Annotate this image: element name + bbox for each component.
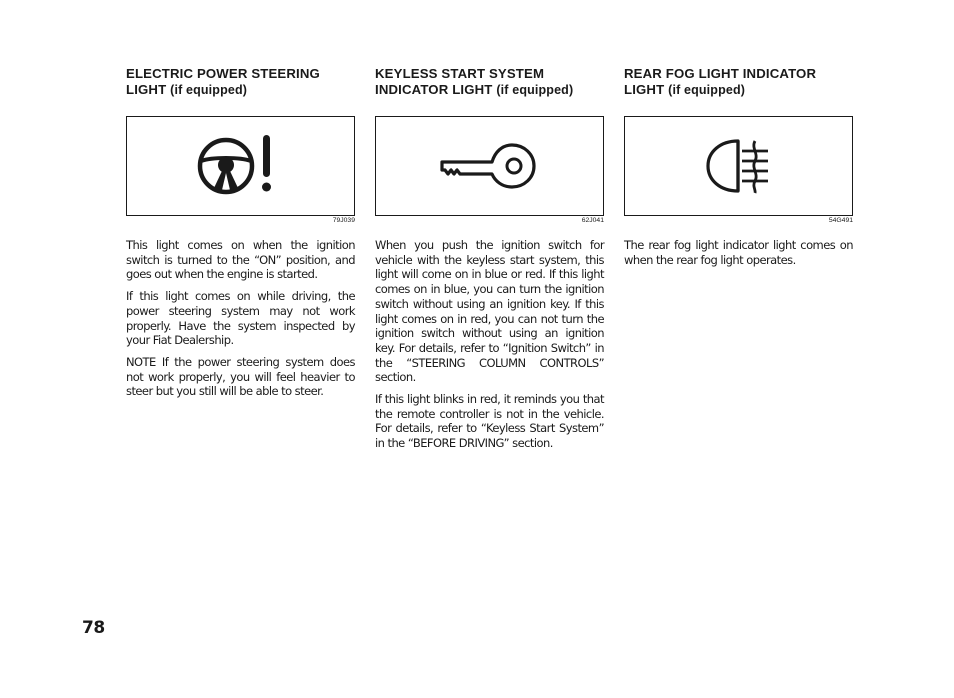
section-title: REAR FOG LIGHT INDICATOR LIGHT	[624, 66, 817, 97]
steering-wheel-warning-icon	[196, 133, 286, 199]
section-title-suffix: (if equipped)	[496, 83, 574, 97]
section-heading	[126, 66, 355, 102]
section-heading	[375, 66, 604, 102]
paragraph: When you push the ignition switch for vehicle with the keyless start system, this light will come on in blue or red. If this light comes on in blue, you can turn the ignition switch without using an ignition key. If this light comes on in red, you can not turn the ignition switch without using an ignition key. For details, refer to “Ignition Switch” in the “STEERING COLUMN CONTROLS” section.	[375, 238, 604, 385]
figure-code: 62J041	[581, 217, 604, 224]
section-body	[375, 238, 604, 451]
section-title-suffix: (if equipped)	[668, 83, 746, 97]
section-heading	[624, 66, 853, 102]
key-icon	[440, 141, 540, 191]
indicator-figure	[624, 116, 853, 216]
section-title: ELECTRIC POWER STEERING LIGHT	[126, 66, 320, 97]
paragraph: The rear fog light indicator light comes on when the rear fog light operates.	[624, 238, 853, 267]
paragraph: If this light blinks in red, it reminds you that the remote controller is not in the vehicle. For details, refer to “Keyless Start System” in the “BEFORE DRIVING” section.	[375, 392, 604, 451]
page-number: 78	[82, 618, 105, 638]
section-body	[126, 238, 355, 399]
paragraph: NOTE If the power steering system does not work properly, you will feel heavier to steer but you still will be able to steer.	[126, 354, 355, 399]
section-title: KEYLESS START SYSTEM INDICATOR LIGHT	[375, 66, 545, 97]
indicator-figure	[375, 116, 604, 216]
rear-fog-light-icon	[704, 138, 774, 194]
section-body	[624, 238, 853, 267]
figure-code: 54G491	[828, 217, 853, 224]
paragraph: If this light comes on while driving, the power steering system may not work properly. Have the system inspected by your Fiat Dealership.	[126, 289, 355, 348]
paragraph: This light comes on when the ignition switch is turned to the “ON” position, and goes out when the engine is started.	[126, 238, 355, 282]
section-title-suffix: (if equipped)	[170, 83, 248, 97]
section-power-steering	[126, 66, 355, 406]
section-rear-fog-light	[624, 66, 853, 274]
section-keyless-start	[375, 66, 604, 458]
figure-code: 79J039	[332, 217, 355, 224]
indicator-figure	[126, 116, 355, 216]
